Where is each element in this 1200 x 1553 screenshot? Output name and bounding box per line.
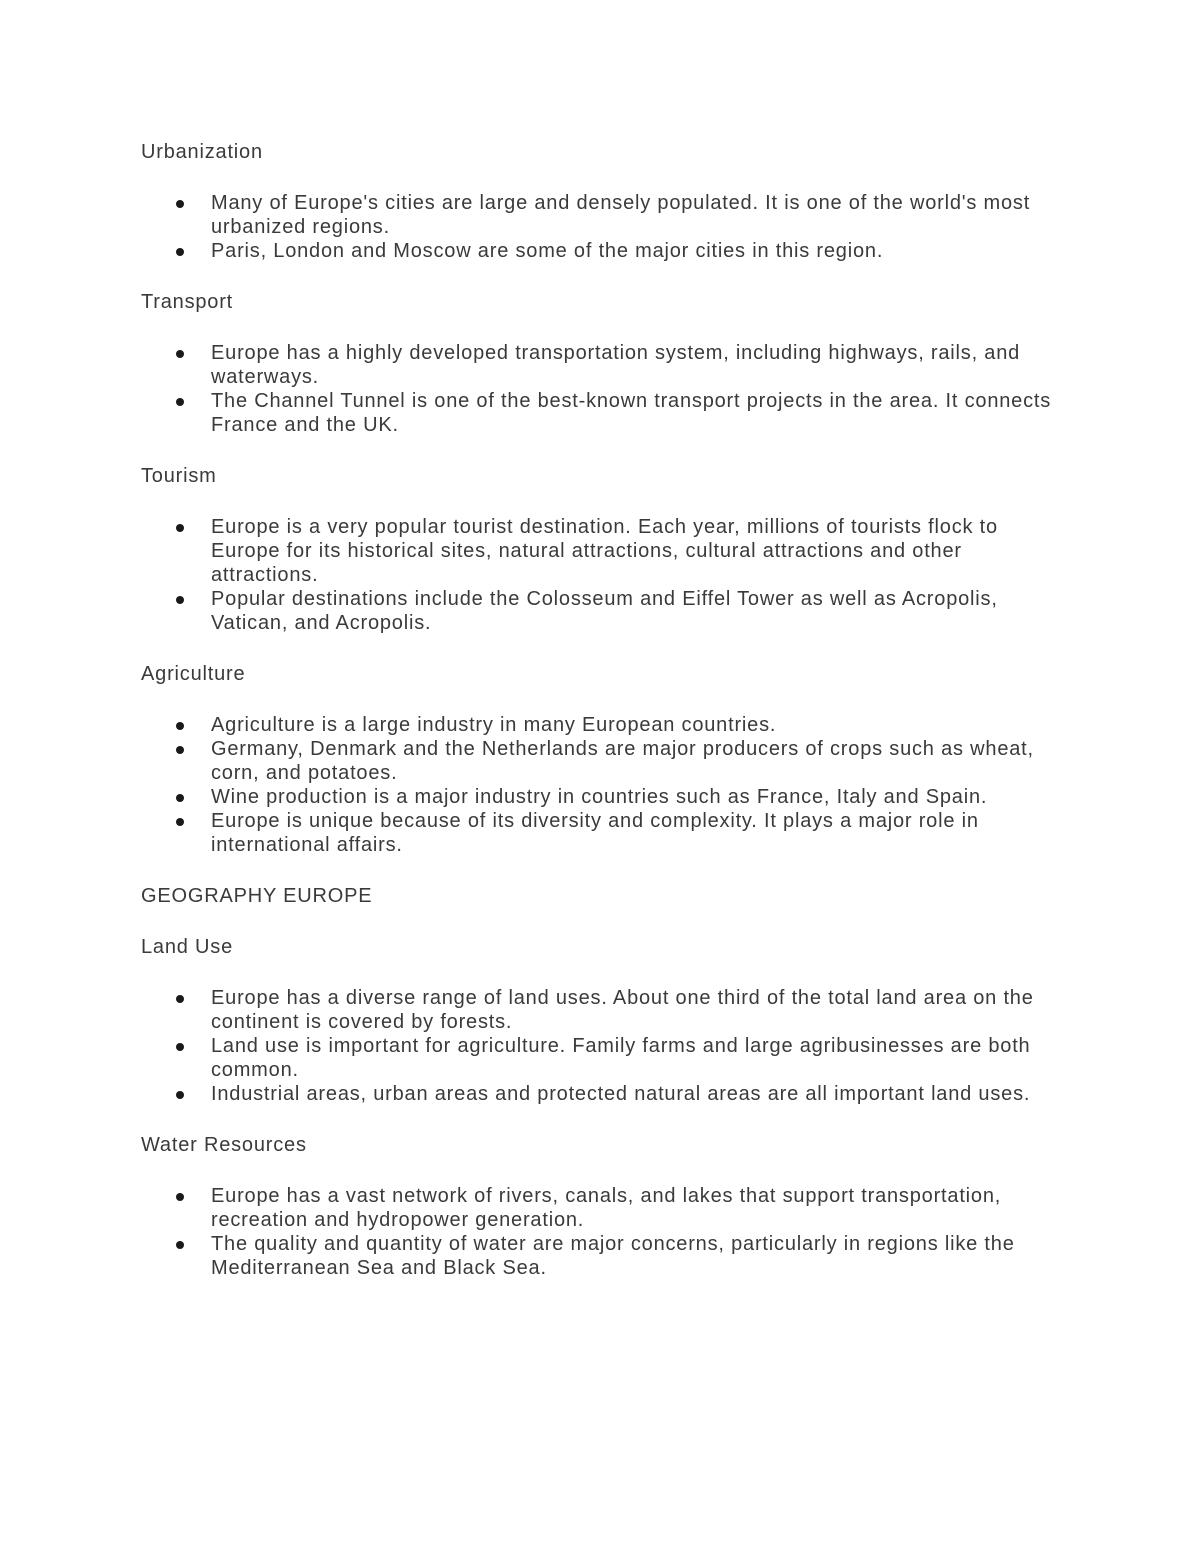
list-item [141, 809, 1071, 857]
section-land-use [141, 935, 1071, 1106]
section-heading: Transport [141, 291, 234, 313]
list-item [141, 1232, 1071, 1280]
list-item [141, 785, 1071, 809]
list-item-text: Many of Europe's cities are large and densely populated. It is one of the world's most urbanized regions. [211, 192, 1031, 238]
bullet-list [141, 515, 1071, 635]
list-item [141, 1082, 1071, 1106]
list-item-text: Popular destinations include the Colosseum and Eiffel Tower as well as Acropolis, Vatican, and Acropolis. [211, 588, 998, 634]
bullet-icon [176, 524, 184, 532]
bullet-list [141, 713, 1071, 857]
bullet-icon [176, 398, 184, 406]
bullet-icon [176, 995, 184, 1003]
bullet-icon [176, 722, 184, 730]
section-heading: Water Resources [141, 1134, 307, 1156]
bullet-icon [176, 794, 184, 802]
document-title: GEOGRAPHY EUROPE [141, 885, 373, 907]
list-item [141, 986, 1071, 1034]
list-item [141, 239, 1071, 263]
section-agriculture [141, 662, 1071, 857]
section-heading: Urbanization [141, 141, 263, 163]
document-title-block [141, 884, 1071, 908]
bullet-icon [176, 596, 184, 604]
list-item [141, 341, 1071, 389]
bullet-icon [176, 1091, 184, 1099]
list-item-text: The quality and quantity of water are major concerns, particularly in regions like the Mediterranean Sea and Black Sea. [211, 1233, 1015, 1279]
list-item-text: Europe has a highly developed transportation system, including highways, rails, and waterways. [211, 342, 1021, 388]
list-item [141, 389, 1071, 437]
list-item [141, 191, 1071, 239]
list-item [141, 737, 1071, 785]
list-item-text: Paris, London and Moscow are some of the major cities in this region. [211, 240, 884, 262]
list-item-text: Europe has a diverse range of land uses. About one third of the total land area on the continent is covered by forests. [211, 987, 1034, 1033]
document-page [141, 140, 1071, 1307]
bullet-icon [176, 200, 184, 208]
bullet-icon [176, 746, 184, 754]
bullet-icon [176, 350, 184, 358]
bullet-list [141, 986, 1071, 1106]
list-item-text: Europe has a vast network of rivers, canals, and lakes that support transportation, recreation and hydropower generation. [211, 1185, 1002, 1231]
bullet-icon [176, 818, 184, 826]
list-item-text: The Channel Tunnel is one of the best-known transport projects in the area. It connects France and the UK. [211, 390, 1052, 436]
bullet-icon [176, 1193, 184, 1201]
list-item [141, 587, 1071, 635]
bullet-icon [176, 1043, 184, 1051]
section-heading: Land Use [141, 936, 234, 958]
list-item-text: Industrial areas, urban areas and protected natural areas are all important land uses. [211, 1083, 1031, 1105]
section-urbanization [141, 140, 1071, 263]
bullet-icon [176, 248, 184, 256]
section-tourism [141, 464, 1071, 635]
bullet-list [141, 191, 1071, 263]
section-transport [141, 290, 1071, 437]
list-item [141, 1184, 1071, 1232]
list-item-text: Wine production is a major industry in countries such as France, Italy and Spain. [211, 786, 988, 808]
bullet-list [141, 341, 1071, 437]
list-item-text: Europe is a very popular tourist destination. Each year, millions of tourists flock to Europe for its historical sites, natural attractions, cultural attractions and other attractions. [211, 516, 998, 586]
section-water-resources [141, 1133, 1071, 1280]
section-heading: Tourism [141, 465, 217, 487]
section-heading: Agriculture [141, 663, 246, 685]
list-item-text: Agriculture is a large industry in many European countries. [211, 714, 777, 736]
list-item-text: Germany, Denmark and the Netherlands are major producers of crops such as wheat, corn, and potatoes. [211, 738, 1034, 784]
list-item [141, 713, 1071, 737]
bullet-icon [176, 1241, 184, 1249]
list-item [141, 1034, 1071, 1082]
list-item [141, 515, 1071, 587]
list-item-text: Land use is important for agriculture. Family farms and large agribusinesses are both common. [211, 1035, 1031, 1081]
bullet-list [141, 1184, 1071, 1280]
list-item-text: Europe is unique because of its diversity and complexity. It plays a major role in international affairs. [211, 810, 979, 856]
